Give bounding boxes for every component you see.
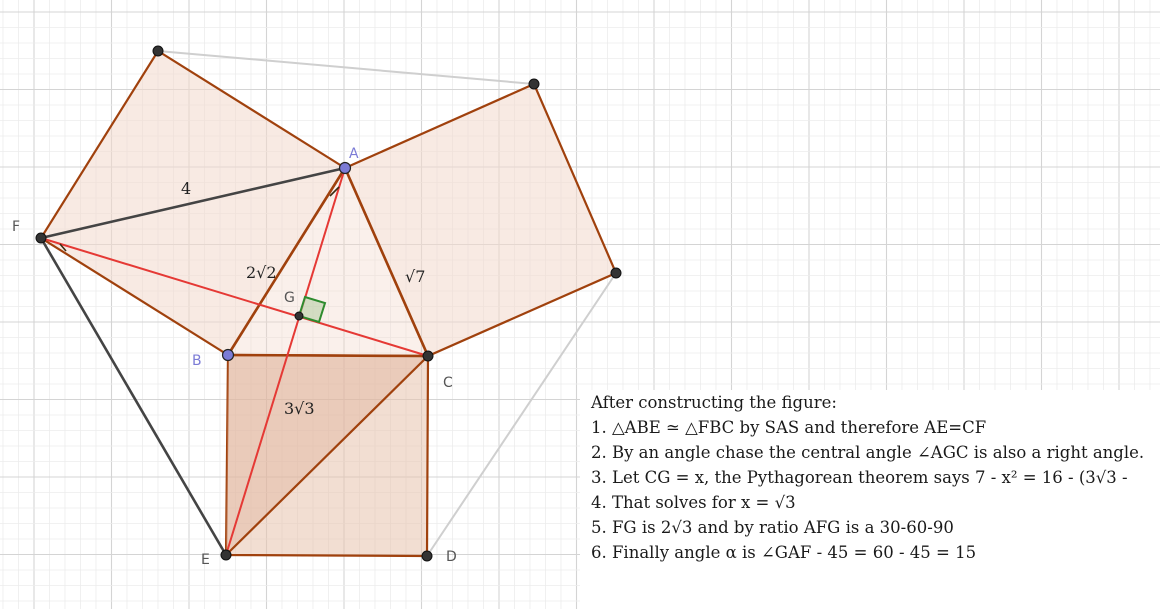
label-g: G <box>284 290 295 306</box>
notes-step-4: 4. That solves for x = √3 <box>591 493 796 512</box>
notes-step-2: 2. By an angle chase the central angle ∠AGC is also a right angle. <box>591 443 1145 462</box>
point-e[interactable] <box>221 550 231 560</box>
label-d: D <box>446 549 457 565</box>
point-top-right[interactable] <box>529 79 539 89</box>
notes-step-1: 1. △ABE ≃ △FBC by SAS and therefore AE=CF <box>591 418 987 437</box>
explanation-text-box <box>580 390 1160 609</box>
label-f: F <box>12 219 21 235</box>
point-d[interactable] <box>422 551 432 561</box>
point-top-left[interactable] <box>153 46 163 56</box>
label-b: B <box>192 353 202 369</box>
notes-step-5: 5. FG is 2√3 and by ratio AFG is a 30-60-90 <box>591 518 954 537</box>
length-ac: √7 <box>405 267 426 286</box>
length-af: 4 <box>181 179 192 198</box>
length-ae: 3√3 <box>284 399 315 418</box>
point-right[interactable] <box>611 268 621 278</box>
point-g[interactable] <box>295 312 303 320</box>
label-c: C <box>443 375 453 391</box>
notes-step-3: 3. Let CG = x, the Pythagorean theorem says 7 - x² = 16 - (3√3 - <box>591 468 1128 487</box>
notes-step-6: 6. Finally angle α is ∠GAF - 45 = 60 - 45 = 15 <box>591 543 977 562</box>
point-b[interactable] <box>223 350 234 361</box>
point-f[interactable] <box>36 233 46 243</box>
label-e: E <box>201 552 210 568</box>
segment-top-gray <box>158 51 534 84</box>
segment-bc <box>228 355 428 356</box>
point-c[interactable] <box>423 351 433 361</box>
point-a[interactable] <box>340 163 351 174</box>
length-ab: 2√2 <box>246 263 277 282</box>
label-a: A <box>349 146 359 162</box>
notes-title: After constructing the figure: <box>591 393 837 412</box>
